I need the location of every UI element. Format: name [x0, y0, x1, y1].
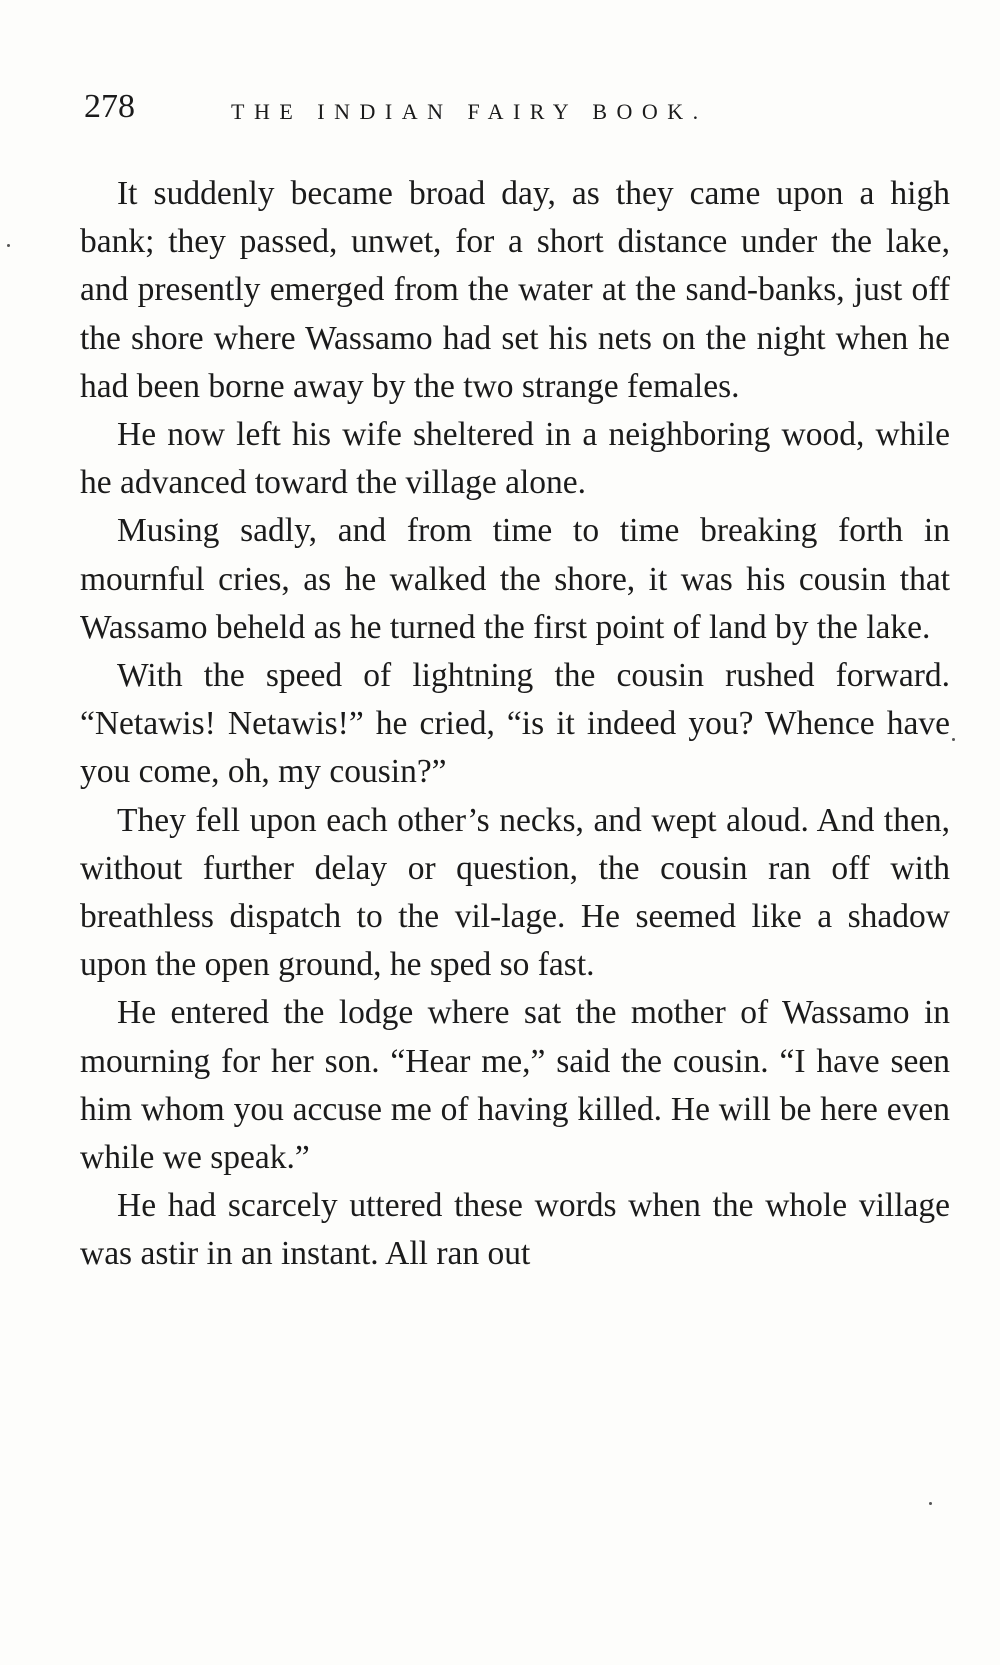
paragraph: Musing sadly, and from time to time breaking forth in mournful cries, as he walked the shore, it was his cousin that Wassamo beheld as he turned the first point of land by the lake.: [80, 512, 950, 646]
page-header: [80, 78, 950, 140]
paragraph: He now left his wife sheltered in a neighboring wood, while he advanced toward the village alone.: [80, 416, 950, 502]
paragraph: He entered the lodge where sat the mother of Wassamo in mourning for her son. “Hear me,” said the cousin. “I have seen him whom you accuse me of having killed. He will be here even while we speak.”: [80, 994, 950, 1177]
print-speck: [952, 738, 955, 741]
paragraph: It suddenly became broad day, as they came upon a high bank; they passed, unwet, for a short distance under the lake, and presently emerged from the water at the sand-banks, just off the shore where Wassamo had set his nets on the night when he had been borne away by the two strange females.: [80, 175, 950, 405]
body-text: [80, 170, 950, 1279]
paragraph: With the speed of lightning the cousin rushed forward. “Netawis! Netawis!” he cried, “is it indeed you? Whence have you come, oh, my cousin?”: [80, 657, 950, 791]
paragraph: They fell upon each other’s necks, and wept aloud. And then, without further delay or question, the cousin ran off with breathless dispatch to the vil-lage. He seemed like a shadow upon the open ground, he sped so fast.: [80, 801, 950, 984]
paragraph: He had scarcely uttered these words when the whole village was astir in an instant. All ran out: [80, 1187, 950, 1273]
print-speck: [929, 1502, 932, 1505]
print-speck: [7, 244, 10, 247]
page-number: 278: [84, 88, 135, 125]
book-page: [80, 78, 950, 1279]
running-title: THE INDIAN FAIRY BOOK.: [231, 99, 708, 124]
